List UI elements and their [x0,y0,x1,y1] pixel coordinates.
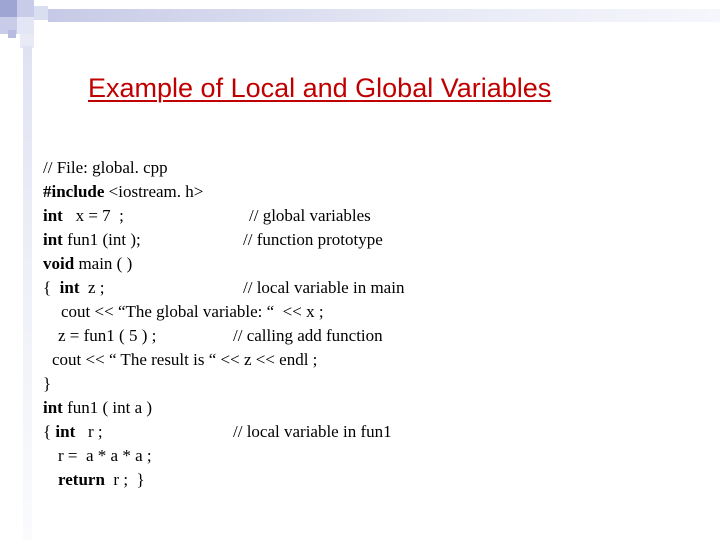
code-comment: // global variables [249,206,371,225]
code-keyword: int [55,422,76,441]
code-line [43,180,204,204]
code-text: // File: global. cpp [43,158,168,177]
code-comment: // local variable in main [243,278,405,297]
code-text: { [43,422,56,441]
code-text: r = a * a * a ; [58,446,152,465]
code-line [43,252,133,276]
code-text: r ; } [104,470,145,489]
code-line [43,420,392,444]
code-keyword: int [43,230,63,249]
decor-square [34,6,48,20]
code-line [43,372,60,396]
code-text: z ; [79,278,105,297]
code-text: <iostream. h> [104,182,204,201]
decor-square [8,30,16,38]
code-comment: // local variable in fun1 [233,422,392,441]
code-line [43,396,153,420]
code-line [43,348,318,372]
code-line [43,156,168,180]
code-text: cout << “The global variable: “ << x ; [61,302,324,321]
code-line [43,444,152,468]
code-text: } [43,374,52,393]
code-text: { [43,278,60,297]
code-line [43,204,371,228]
code-text: r ; [75,422,103,441]
code-line [43,468,145,492]
code-text: fun1 ( int a ) [62,398,153,417]
decor-square [17,0,34,17]
code-text: fun1 (int ); [62,230,141,249]
code-text: x = 7 ; [62,206,124,225]
code-comment: // calling add function [233,326,383,345]
code-comment: // function prototype [243,230,383,249]
decor-square [17,17,34,34]
code-keyword: return [58,470,105,489]
slide-title: Example of Local and Global Variables [88,73,552,103]
code-keyword: int [43,398,63,417]
code-line [43,300,324,324]
code-keyword: int [43,206,63,225]
code-text: z = fun1 ( 5 ) ; [58,326,157,345]
code-text: main ( ) [74,254,133,273]
decor-left-bar [23,46,32,540]
code-line [43,276,405,300]
code-line [43,324,383,348]
decor-top-bar [48,9,720,22]
code-text: cout << “ The result is “ << z << endl ; [52,350,318,369]
code-line [43,228,383,252]
code-keyword: #include [43,182,105,201]
code-block [43,156,405,492]
code-keyword: int [59,278,80,297]
code-keyword: void [43,254,75,273]
decor-square [0,0,17,17]
